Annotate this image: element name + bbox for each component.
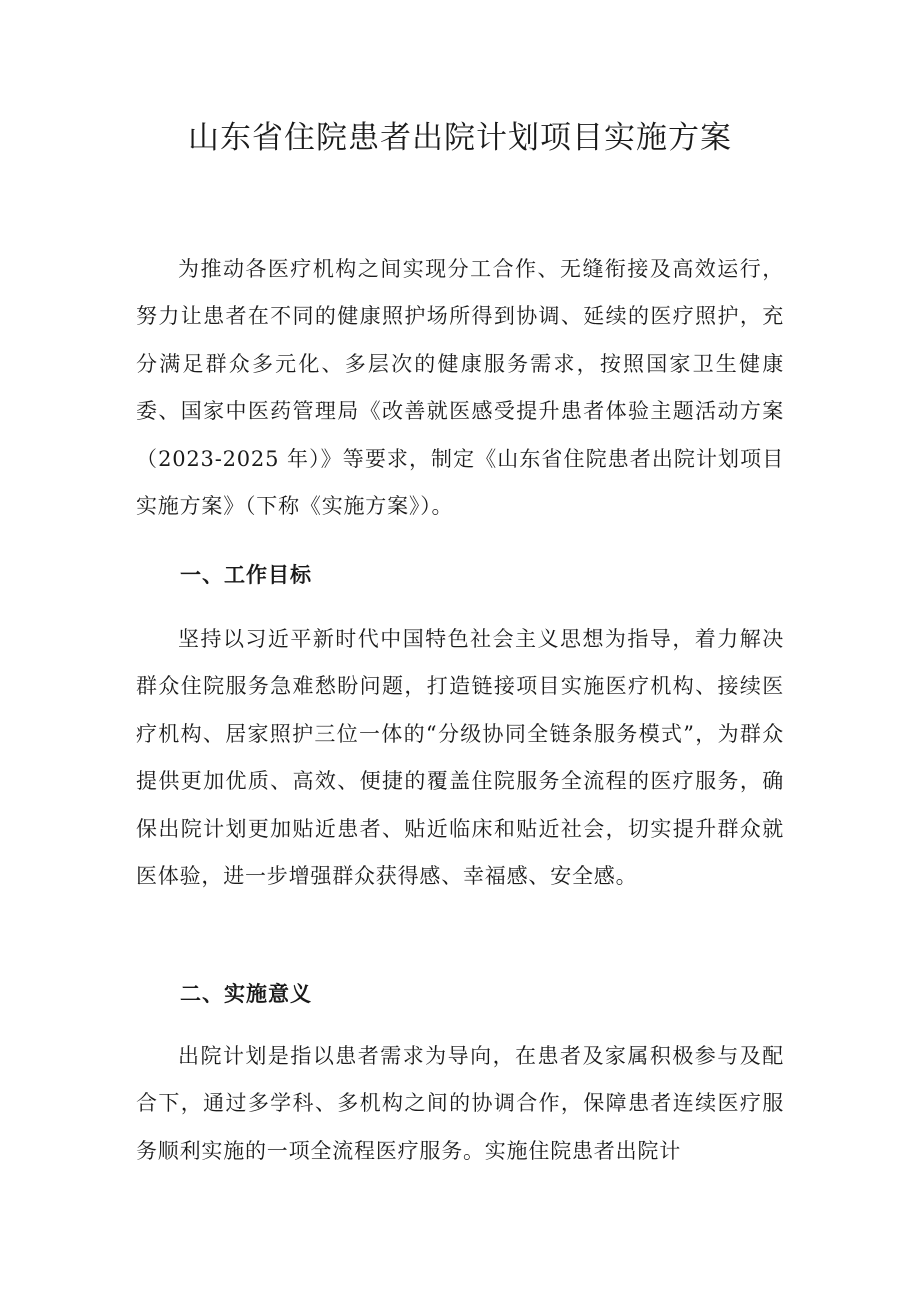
section-heading-significance: 二、实施意义 xyxy=(180,982,312,1006)
section-body-significance: 出院计划是指以患者需求为导向，在患者及家属积极参与及配合下，通过多学科、多机构之间的协调合作，保障患者连续医疗服务顺利实施的一项全流程医疗服务。实施住院患者出院计 xyxy=(136,1044,784,1163)
intro-paragraph: 为推动各医疗机构之间实现分工合作、无缝衔接及高效运行，努力让患者在不同的健康照护场所得到协调、延续的医疗照护，充分满足群众多元化、多层次的健康服务需求，按照国家卫生健康委、国家中医药管理局《改善就医感受提升患者体验主题活动方案（2023-2025 年）》等要求，制定《山东省住院患者出院计划项目实施方案》（下称《实施方案》）。 xyxy=(136,257,784,519)
document-title: 山东省住院患者出院计划项目实施方案 xyxy=(188,120,732,156)
section-heading-work-goal: 一、工作目标 xyxy=(180,563,312,587)
section-body-work-goal: 坚持以习近平新时代中国特色社会主义思想为指导，着力解决群众住院服务急难愁盼问题，打造链接项目实施医疗机构、接续医疗机构、居家照护三位一体的“分级协同全链条服务模式”，为群众提供更加优质、高效、便捷的覆盖住院服务全流程的医疗服务，确保出院计划更加贴近患者、贴近临床和贴近社会，切实提升群众就医体验，进一步增强群众获得感、幸福感、安全感。 xyxy=(136,627,784,889)
